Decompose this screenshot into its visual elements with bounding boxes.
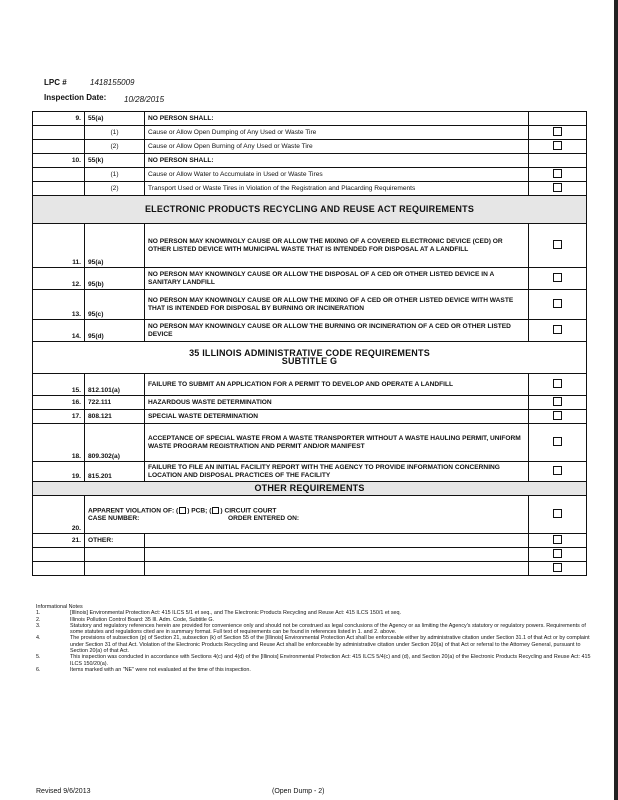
checkbox-cell <box>529 126 587 140</box>
citation: 95(a) <box>85 224 145 268</box>
note-number: 3. <box>36 622 41 629</box>
note-item <box>36 635 592 654</box>
apparent-violation-label: APPARENT VIOLATION OF: ( <box>88 507 179 515</box>
requirement-description: NO PERSON MAY KNOWINGLY CAUSE OR ALLOW THE DISPOSAL OF A CED OR OTHER LISTED DEVICE IN A SANITARY LANDFILL <box>145 268 529 290</box>
requirement-description: SPECIAL WASTE DETERMINATION <box>145 410 529 424</box>
pcb-checkbox[interactable] <box>179 507 186 514</box>
requirement-description: FAILURE TO FILE AN INITIAL FACILITY REPORT WITH THE AGENCY TO PROVIDE INFORMATION CONCERNING LOCATION AND DISPOSAL PRACTICES OF THE FACILITY <box>145 462 529 482</box>
inspection-date-value: 10/28/2015 <box>124 95 165 104</box>
requirement-description <box>145 562 529 576</box>
item-number <box>33 126 85 140</box>
table-row <box>33 290 587 320</box>
citation: 95(b) <box>85 268 145 290</box>
notes-list <box>36 610 592 673</box>
table-row <box>33 126 587 140</box>
table-row <box>33 154 587 168</box>
item-number: 12. <box>33 268 85 290</box>
violation-checkbox[interactable] <box>553 563 562 572</box>
section-heading: ELECTRONIC PRODUCTS RECYCLING AND REUSE ACT REQUIREMENTS <box>33 196 587 224</box>
violation-checkbox[interactable] <box>553 411 562 420</box>
note-number: 6. <box>36 666 41 673</box>
requirement-description: Cause or Allow Open Burning of Any Used or Waste Tire <box>145 140 529 154</box>
checkbox-cell <box>529 548 587 562</box>
item-number: 19. <box>33 462 85 482</box>
table-row <box>33 410 587 424</box>
table-row <box>33 396 587 410</box>
item-number: 16. <box>33 396 85 410</box>
section-heading <box>33 342 587 374</box>
violation-checkbox[interactable] <box>553 397 562 406</box>
requirement-description: Transport Used or Waste Tires in Violation of the Registration and Placarding Requirements <box>145 182 529 196</box>
requirement-description: NO PERSON SHALL: <box>145 154 529 168</box>
citation: OTHER: <box>85 534 145 548</box>
checkbox-cell <box>529 112 587 126</box>
requirement-description: NO PERSON SHALL: <box>145 112 529 126</box>
item-number <box>33 548 85 562</box>
item-number: 15. <box>33 374 85 396</box>
item-number: 9. <box>33 112 85 126</box>
citation: 808.121 <box>85 410 145 424</box>
circuit-court-label: ) CIRCUIT COURT <box>220 507 277 515</box>
checkbox-cell <box>529 320 587 342</box>
citation: 55(k) <box>85 154 145 168</box>
informational-notes <box>36 604 592 673</box>
citation: (1) <box>85 168 145 182</box>
note-number: 4. <box>36 635 41 642</box>
violation-checkbox[interactable] <box>553 509 562 518</box>
note-text: The provisions of subsection (p) of Section 21, subsection (k) of Section 55 of the [Illinois] Environmental Protection Act shall be enforceable either by administrative citation under Section 31.1 of that Act or by complaint under Section 31 of that Act. Violation of the Electronic Products Recycling and Reuse Act shall be enforceable by administrative citation under Section 20(a) of that Act or referral to the Attorney General, pursuant to Section 20(a) of that Act. <box>70 635 590 655</box>
table-row <box>33 140 587 154</box>
checkbox-cell <box>529 154 587 168</box>
inspection-date-line <box>44 93 165 104</box>
table-row <box>33 548 587 562</box>
violation-checkbox[interactable] <box>553 169 562 178</box>
table-row <box>33 112 587 126</box>
citation: (2) <box>85 182 145 196</box>
requirement-description <box>145 548 529 562</box>
note-text: Items marked with an "NE" were not evaluated at the time of this inspection. <box>70 666 251 673</box>
note-text: Statutory and regulatory references herein are provided for convenience only and should not be construed as legal conclusions of the Agency or as limiting the Agency's statutory or regulatory powers. Requirements of some statutes and regulations cited are in summary format. Full text of requirements can be found in references listed in 1. and 2. above. <box>70 622 586 636</box>
requirement-description: HAZARDOUS WASTE DETERMINATION <box>145 396 529 410</box>
lpc-line <box>44 78 135 87</box>
violation-checkbox[interactable] <box>553 299 562 308</box>
table-row <box>33 182 587 196</box>
citation: 722.111 <box>85 396 145 410</box>
note-item <box>36 667 592 673</box>
checkbox-cell <box>529 140 587 154</box>
requirement-description <box>145 534 529 548</box>
table-row <box>33 342 587 374</box>
note-number: 5. <box>36 654 41 661</box>
item-number: 17. <box>33 410 85 424</box>
checkbox-cell <box>529 268 587 290</box>
violation-checkbox[interactable] <box>553 437 562 446</box>
citation: (2) <box>85 140 145 154</box>
violation-checkbox[interactable] <box>553 549 562 558</box>
violation-checkbox[interactable] <box>553 535 562 544</box>
inspection-date-label: Inspection Date: <box>44 93 107 102</box>
item-number <box>33 562 85 576</box>
note-text: This inspection was conducted in accordance with Sections 4(c) and 4(d) of the [Illinois] Environmental Protection Act: 415 ILCS 5/4(c) and (d), and Section 20(a) of the Electronic Products Recycling and Reuse Act: 415 ILCS 150/20(a). <box>70 654 591 667</box>
checkbox-cell <box>529 182 587 196</box>
violation-checkbox[interactable] <box>553 379 562 388</box>
item-number: 11. <box>33 224 85 268</box>
item-number: 21. <box>33 534 85 548</box>
citation: 812.101(a) <box>85 374 145 396</box>
checkbox-cell <box>529 562 587 576</box>
citation <box>85 548 145 562</box>
table-row <box>33 424 587 462</box>
item-number <box>33 140 85 154</box>
circuit-court-checkbox[interactable] <box>212 507 219 514</box>
table-row <box>33 482 587 496</box>
citation <box>85 562 145 576</box>
checkbox-cell <box>529 224 587 268</box>
apparent-violation-line <box>88 507 525 515</box>
item-number: 18. <box>33 424 85 462</box>
requirement-description: Cause or Allow Open Dumping of Any Used or Waste Tire <box>145 126 529 140</box>
table-row <box>33 320 587 342</box>
note-item <box>36 654 592 667</box>
violation-checkbox[interactable] <box>553 127 562 136</box>
violation-checkbox[interactable] <box>553 141 562 150</box>
citation: 95(d) <box>85 320 145 342</box>
table-row <box>33 462 587 482</box>
notes-title: Informational Notes <box>36 604 83 610</box>
checkbox-cell <box>529 462 587 482</box>
requirement-description: FAILURE TO SUBMIT AN APPLICATION FOR A PERMIT TO DEVELOP AND OPERATE A LANDFILL <box>145 374 529 396</box>
page-edge-border <box>614 0 618 800</box>
citation: (1) <box>85 126 145 140</box>
note-text: [Illinois] Environmental Protection Act: 415 ILCS 5/1 et seq., and The Electronic Products Recycling and Reuse Act: 415 ILCS 150/1 et seq. <box>70 610 402 617</box>
section-subtitle: SUBTITLE G <box>281 355 338 366</box>
footer-page-label: (Open Dump - 2) <box>272 788 325 795</box>
citation: 95(c) <box>85 290 145 320</box>
violation-checkbox[interactable] <box>553 183 562 192</box>
table-row <box>33 168 587 182</box>
violation-checkbox[interactable] <box>553 325 562 334</box>
requirement-description: ACCEPTANCE OF SPECIAL WASTE FROM A WASTE TRANSPORTER WITHOUT A WASTE HAULING PERMIT, UNIFORM WASTE PROGRAM REGISTRATION AND PERMIT AND/OR MANIFEST <box>145 424 529 462</box>
citation: 809.302(a) <box>85 424 145 462</box>
citation: 815.201 <box>85 462 145 482</box>
checkbox-cell <box>529 410 587 424</box>
table-row <box>33 268 587 290</box>
requirement-description: NO PERSON MAY KNOWINGLY CAUSE OR ALLOW THE MIXING OF A CED OR OTHER LISTED DEVICE WITH WASTE THAT IS INTENDED FOR DISPOSAL BY BURNING OR INCINERATION <box>145 290 529 320</box>
checkbox-cell <box>529 374 587 396</box>
note-number: 1. <box>36 610 41 617</box>
note-number: 2. <box>36 616 41 623</box>
table-row <box>33 374 587 396</box>
requirement-description: Cause or Allow Water to Accumulate in Used or Waste Tires <box>145 168 529 182</box>
table-row <box>33 196 587 224</box>
checkbox-cell <box>529 290 587 320</box>
table-row <box>33 496 587 534</box>
apparent-violation-text <box>88 507 525 522</box>
table-row <box>33 534 587 548</box>
order-entered-label: ORDER ENTERED ON: <box>228 514 300 522</box>
checkbox-cell <box>529 534 587 548</box>
item-number <box>33 168 85 182</box>
requirements-table-body <box>33 112 587 576</box>
item-number: 14. <box>33 320 85 342</box>
violation-checkbox[interactable] <box>553 466 562 475</box>
case-number-line <box>88 515 525 523</box>
lpc-value: 1418155009 <box>90 78 135 87</box>
section-title: 35 ILLINOIS ADMINISTRATIVE CODE REQUIREMENTS <box>189 347 430 358</box>
section-heading: OTHER REQUIREMENTS <box>33 482 587 496</box>
item-number <box>33 182 85 196</box>
violation-checkbox[interactable] <box>553 240 562 249</box>
violation-checkbox[interactable] <box>553 273 562 282</box>
apparent-violation-cell <box>85 496 529 534</box>
footer-revised: Revised 9/6/2013 <box>36 788 91 795</box>
table-row <box>33 562 587 576</box>
checkbox-cell <box>529 496 587 534</box>
checkbox-cell <box>529 396 587 410</box>
pcb-label: ) PCB; ( <box>187 507 212 515</box>
note-text: Illinois Pollution Control Board: 35 Ill. Adm. Code, Subtitle G. <box>70 616 215 623</box>
checkbox-cell <box>529 424 587 462</box>
checkbox-cell <box>529 168 587 182</box>
item-number: 20. <box>33 496 85 534</box>
case-number-label: CASE NUMBER: <box>88 514 140 522</box>
citation: 55(a) <box>85 112 145 126</box>
lpc-label: LPC # <box>44 78 67 87</box>
requirement-description: NO PERSON MAY KNOWINGLY CAUSE OR ALLOW THE BURNING OR INCINERATION OF A CED OR OTHER LISTED DEVICE <box>145 320 529 342</box>
note-item <box>36 623 592 636</box>
requirements-table <box>32 111 587 576</box>
item-number: 13. <box>33 290 85 320</box>
item-number: 10. <box>33 154 85 168</box>
requirement-description: NO PERSON MAY KNOWINGLY CAUSE OR ALLOW THE MIXING OF A COVERED ELECTRONIC DEVICE (CED) OR OTHER LISTED DEVICE WITH MUNICIPAL WASTE THAT IS INTENDED FOR DISPOSAL AT A LANDFILL <box>145 224 529 268</box>
table-row <box>33 224 587 268</box>
